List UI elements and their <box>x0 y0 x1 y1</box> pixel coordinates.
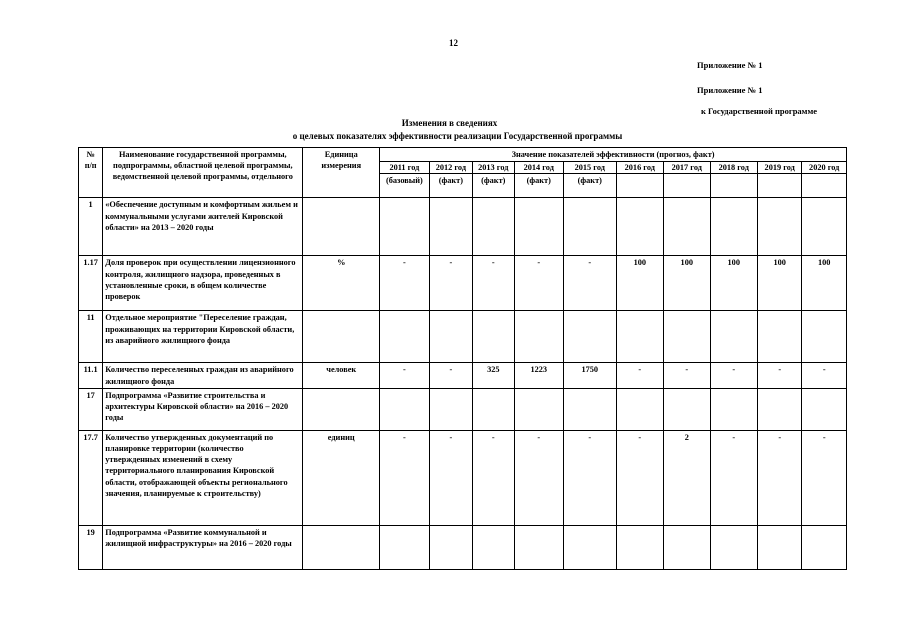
header-num: № п/п <box>79 148 103 198</box>
document-subtitle: о целевых показателях эффективности реализации Государственной программы <box>292 131 623 141</box>
appendix-label: Приложение № 1 <box>697 60 763 70</box>
header-year: 2018 год <box>710 162 757 174</box>
appendix-label-repeat: Приложение № 1 <box>697 85 763 95</box>
header-name: Наименование государственной программы, подпрограммы, областной целевой программы, ведомственной целевой программы, отдельного <box>103 148 303 198</box>
table-row <box>79 430 847 525</box>
header-values-title: Значение показателей эффективности (прогноз, факт) <box>380 148 847 162</box>
row-value: - <box>380 430 430 525</box>
table-row <box>79 198 847 256</box>
header-year-note <box>710 174 757 198</box>
row-value: - <box>514 430 564 525</box>
row-value <box>802 388 847 430</box>
header-year-note <box>616 174 663 198</box>
row-value: 1750 <box>564 363 617 388</box>
header-unit: Единица измерения <box>303 148 380 198</box>
header-year: 2013 год <box>473 162 514 174</box>
header-year-note <box>664 174 710 198</box>
row-value: - <box>802 363 847 388</box>
row-value <box>380 525 430 569</box>
row-number: 11.1 <box>79 363 103 388</box>
row-value: - <box>758 430 802 525</box>
row-value <box>710 525 757 569</box>
row-value <box>514 311 564 363</box>
row-number: 17 <box>79 388 103 430</box>
table-row <box>79 525 847 569</box>
row-value <box>758 198 802 256</box>
row-value <box>616 311 663 363</box>
header-year: 2019 год <box>758 162 802 174</box>
row-name: Отдельное мероприятие "Переселение граждан, проживающих на территории Кировской области, из аварийного жилищного фонда <box>103 311 303 363</box>
row-value: 325 <box>473 363 514 388</box>
header-year: 2012 год <box>429 162 472 174</box>
table-row <box>79 256 847 311</box>
indicators-table <box>78 147 847 570</box>
row-value: 100 <box>710 256 757 311</box>
row-value: - <box>664 363 710 388</box>
row-value <box>564 525 617 569</box>
row-value: 100 <box>802 256 847 311</box>
row-value <box>473 525 514 569</box>
row-value <box>758 525 802 569</box>
table-row <box>79 388 847 430</box>
row-value <box>429 311 472 363</box>
row-name: «Обеспечение доступным и комфортным жильем и коммунальными услугами жителей Кировской области» на 2013 – 2020 годы <box>103 198 303 256</box>
row-value <box>380 198 430 256</box>
row-value <box>564 198 617 256</box>
row-value <box>664 525 710 569</box>
table-row <box>79 363 847 388</box>
row-value <box>473 388 514 430</box>
row-value <box>758 388 802 430</box>
row-value <box>380 311 430 363</box>
row-value <box>380 388 430 430</box>
row-value <box>514 388 564 430</box>
row-value: 1223 <box>514 363 564 388</box>
row-value <box>473 198 514 256</box>
row-value: - <box>380 363 430 388</box>
row-name: Количество утвержденных документаций по планировке территории (количество утвержденных изменений в схему территориального планирования Кировской области, отображающей объекты регионального значения, планируемые к строительству) <box>103 430 303 525</box>
appendix-reference: к Государственной программе <box>701 106 818 116</box>
header-year: 2020 год <box>802 162 847 174</box>
row-value: - <box>710 430 757 525</box>
row-value <box>429 525 472 569</box>
header-year-note: (базовый) <box>380 174 430 198</box>
row-value <box>473 311 514 363</box>
row-value <box>429 198 472 256</box>
row-value <box>710 311 757 363</box>
row-value <box>514 525 564 569</box>
row-value <box>802 525 847 569</box>
row-number: 17.7 <box>79 430 103 525</box>
row-value <box>616 388 663 430</box>
header-year-note: (факт) <box>564 174 617 198</box>
document-title: Изменения в сведениях <box>401 118 498 128</box>
row-value: - <box>514 256 564 311</box>
row-name: Доля проверок при осуществлении лицензионного контроля, жилищного надзора, проведенных в установленные сроки, в общем количестве проверок <box>103 256 303 311</box>
row-name: Подпрограмма «Развитие коммунальной и жилищной инфраструктуры» на 2016 – 2020 годы <box>103 525 303 569</box>
row-value: - <box>758 363 802 388</box>
header-year: 2011 год <box>380 162 430 174</box>
row-number: 19 <box>79 525 103 569</box>
header-year-note: (факт) <box>429 174 472 198</box>
row-value: - <box>380 256 430 311</box>
row-number: 1 <box>79 198 103 256</box>
row-value: 100 <box>758 256 802 311</box>
row-unit <box>303 525 380 569</box>
row-value <box>514 198 564 256</box>
header-year: 2017 год <box>664 162 710 174</box>
row-value <box>758 311 802 363</box>
row-value: - <box>429 256 472 311</box>
header-year: 2016 год <box>616 162 663 174</box>
row-value <box>564 388 617 430</box>
row-unit <box>303 388 380 430</box>
row-value: - <box>564 256 617 311</box>
header-year-note: (факт) <box>473 174 514 198</box>
row-value: 2 <box>664 430 710 525</box>
row-unit: единиц <box>303 430 380 525</box>
page-number: 12 <box>449 38 458 48</box>
row-value <box>429 388 472 430</box>
row-number: 1.17 <box>79 256 103 311</box>
row-value <box>616 525 663 569</box>
row-value: - <box>616 363 663 388</box>
row-value: - <box>429 363 472 388</box>
row-value: - <box>564 430 617 525</box>
row-value <box>710 198 757 256</box>
row-unit: % <box>303 256 380 311</box>
row-value <box>616 198 663 256</box>
row-value: - <box>616 430 663 525</box>
row-value <box>564 311 617 363</box>
row-number: 11 <box>79 311 103 363</box>
row-value <box>664 388 710 430</box>
row-value: - <box>710 363 757 388</box>
row-name: Количество переселенных граждан из аварийного жилищного фонда <box>103 363 303 388</box>
header-year: 2014 год <box>514 162 564 174</box>
header-year-note <box>758 174 802 198</box>
row-value <box>802 198 847 256</box>
row-value: 100 <box>616 256 663 311</box>
row-value <box>802 311 847 363</box>
row-unit: человек <box>303 363 380 388</box>
row-value <box>664 311 710 363</box>
row-unit <box>303 311 380 363</box>
row-value: - <box>802 430 847 525</box>
row-value <box>710 388 757 430</box>
table-row <box>79 311 847 363</box>
header-year: 2015 год <box>564 162 617 174</box>
row-value: 100 <box>664 256 710 311</box>
row-unit <box>303 198 380 256</box>
row-name: Подпрограмма «Развитие строительства и архитектуры Кировской области» на 2016 – 2020 годы <box>103 388 303 430</box>
row-value: - <box>473 430 514 525</box>
header-year-note: (факт) <box>514 174 564 198</box>
row-value: - <box>473 256 514 311</box>
header-year-note <box>802 174 847 198</box>
row-value <box>664 198 710 256</box>
row-value: - <box>429 430 472 525</box>
